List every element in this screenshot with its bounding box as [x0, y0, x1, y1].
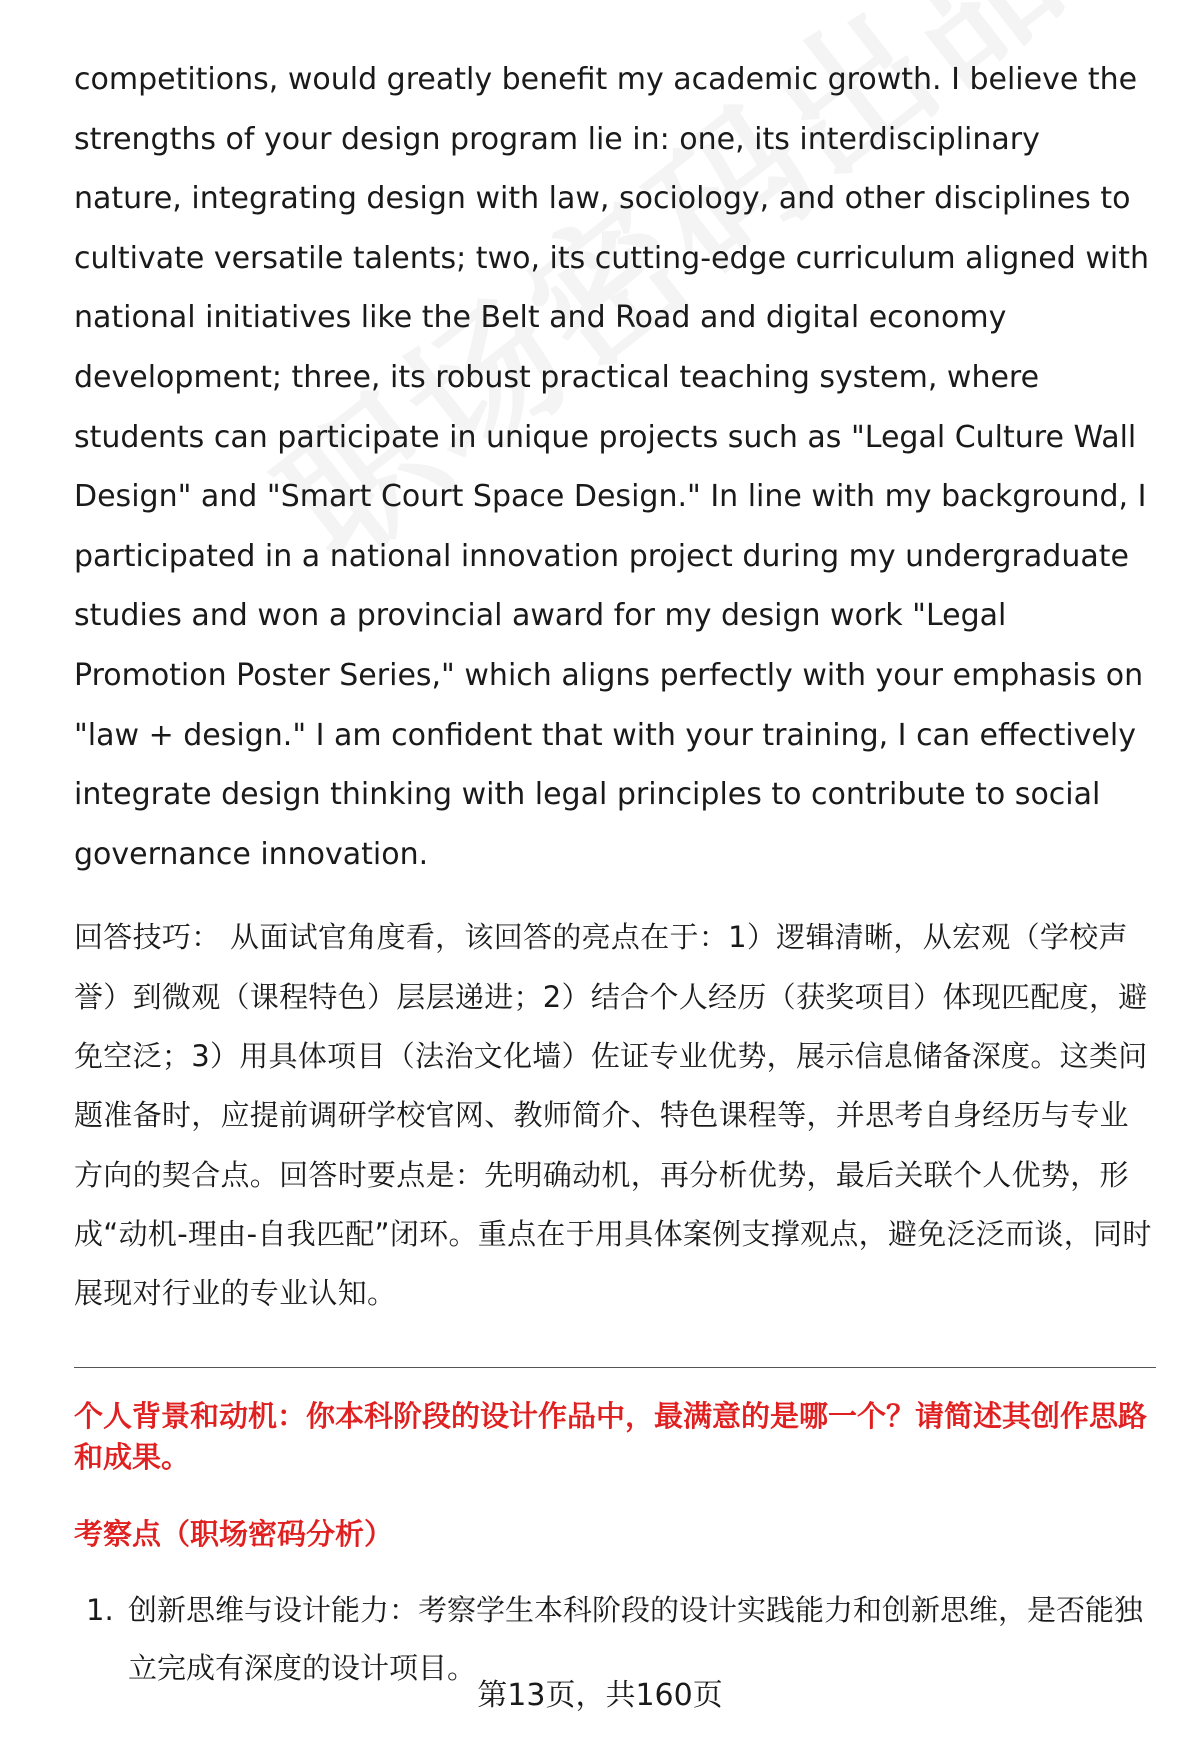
english-answer-paragraph: competitions, would greatly benefit my academic growth. I believe the strengths of your design program lie in: one, its interdisciplinary nature, integrating design with law, sociology, and other disciplines to cultivate versatile talents; two, its cutting-edge curriculum aligned with national initiatives like the Belt and Road and digital economy development; three, its robust practical teaching system, where students can participate in unique projects such as "Legal Culture Wall Design" and "Smart Court Space Design." In line with my background, I participated in a national innovation project during my undergraduate studies and won a provincial award for my design work "Legal Promotion Poster Series," which aligns perfectly with your emphasis on "law + design." I am confident that with your training, I can effectively integrate design thinking with legal principles to contribute to social governance innovation.	[74, 62, 1149, 872]
section-divider	[74, 1367, 1156, 1368]
assessment-points-heading: 考察点（职场密码分析）	[74, 1517, 394, 1552]
list-item-number: 1.	[86, 1593, 114, 1628]
answer-tips-paragraph: 回答技巧： 从面试官角度看，该回答的亮点在于：1）逻辑清晰，从宏观（学校声誉）到微观（课程特色）层层递进；2）结合个人经历（获奖项目）体现匹配度，避免空泛；3）用具体项目（法治文化墙）佐证专业优势，展示信息储备深度。这类问题准备时，应提前调研学校官网、教师简介、特色课程等，并思考自身经历与专业方向的契合点。回答时要点是：先明确动机，再分析优势，最后关联个人优势，形成“动机-理由-自我匹配”闭环。重点在于用具体案例支撑观点，避免泛泛而谈，同时展现对行业的专业认知。	[74, 920, 1152, 1311]
page-number-footer: 第13页，共160页	[477, 1678, 723, 1713]
document-body	[74, 50, 1154, 1697]
list-item-text: 创新思维与设计能力：考察学生本科阶段的设计实践能力和创新思维，是否能独立完成有深度的设计项目。	[128, 1593, 1144, 1686]
question-heading: 个人背景和动机：你本科阶段的设计作品中，最满意的是哪一个？请简述其创作思路和成果。	[74, 1399, 1148, 1475]
